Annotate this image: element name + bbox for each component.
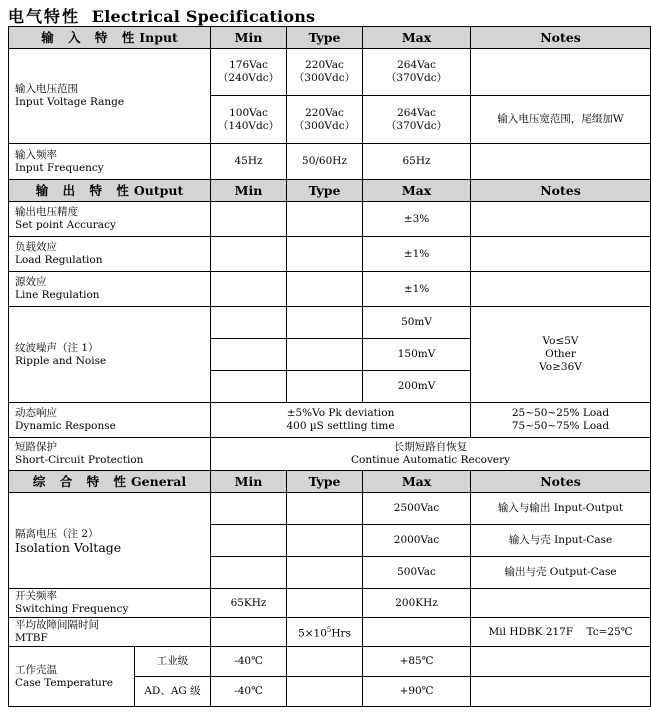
ripple-label: 纹波噪声（注 1） Ripple and Noise xyxy=(9,307,211,403)
switching-frequency-notes xyxy=(471,589,651,618)
ripple-max-1: 50mV xyxy=(363,307,471,339)
dynamic-response-value: ±5%Vo Pk deviation 400 µS settling time xyxy=(211,403,471,438)
spec-table xyxy=(8,26,651,707)
input-voltage-row-1 xyxy=(9,49,651,96)
input-voltage-notes-2: 输入电压宽范围，尾缀加W xyxy=(471,96,651,144)
header-max: Max xyxy=(363,27,471,49)
header-type: Type xyxy=(287,180,363,202)
ripple-type-2 xyxy=(287,339,363,371)
line-regulation-type xyxy=(287,272,363,307)
input-voltage-type-2: 220Vac （300Vdc） xyxy=(287,96,363,144)
input-section-header xyxy=(9,27,651,49)
mtbf-notes: Mil HDBK 217F Tc=25℃ xyxy=(471,618,651,647)
isolation-notes-2: 输入与壳 Input-Case xyxy=(471,525,651,557)
input-voltage-label: 输入电压范围 Input Voltage Range xyxy=(9,49,211,144)
header-type: Type xyxy=(287,471,363,493)
case-temp-type-1 xyxy=(287,647,363,677)
header-notes: Notes xyxy=(471,180,651,202)
isolation-notes-1: 输入与输出 Input-Output xyxy=(471,493,651,525)
accuracy-notes xyxy=(471,202,651,237)
ripple-type-1 xyxy=(287,307,363,339)
output-section-title: 输 出 特 性Output xyxy=(9,180,211,202)
mtbf-label: 平均故障间隔时间 MTBF xyxy=(9,618,211,647)
isolation-row-1 xyxy=(9,493,651,525)
input-frequency-row xyxy=(9,144,651,180)
ripple-max-3: 200mV xyxy=(363,371,471,403)
title-en: Electrical Specifications xyxy=(91,7,316,26)
ripple-type-3 xyxy=(287,371,363,403)
dynamic-response-row xyxy=(9,403,651,438)
accuracy-row xyxy=(9,202,651,237)
header-min: Min xyxy=(211,471,287,493)
load-regulation-type xyxy=(287,237,363,272)
header-min: Min xyxy=(211,27,287,49)
case-temp-row-1 xyxy=(9,647,651,677)
input-voltage-type-1: 220Vac （300Vdc） xyxy=(287,49,363,96)
isolation-label: 隔离电压（注 2） Isolation Voltage xyxy=(9,493,211,589)
short-circuit-label: 短路保护 Short-Circuit Protection xyxy=(9,438,211,471)
dynamic-response-label: 动态响应 Dynamic Response xyxy=(9,403,211,438)
dynamic-response-notes: 25~50~25% Load 75~50~75% Load xyxy=(471,403,651,438)
load-regulation-row xyxy=(9,237,651,272)
line-regulation-max: ±1% xyxy=(363,272,471,307)
case-temp-min-1: -40℃ xyxy=(211,647,287,677)
general-section-title: 综 合 特 性General xyxy=(9,471,211,493)
isolation-min-2 xyxy=(211,525,287,557)
mtbf-type: $5\times 10^5Hrs$ xyxy=(287,618,363,647)
isolation-type-1 xyxy=(287,493,363,525)
input-voltage-notes-1 xyxy=(471,49,651,96)
switching-frequency-type xyxy=(287,589,363,618)
accuracy-label: 输出电压精度 Set point Accuracy xyxy=(9,202,211,237)
header-min: Min xyxy=(211,180,287,202)
ripple-min-1 xyxy=(211,307,287,339)
case-temp-label: 工作壳温 Case Temperature xyxy=(9,647,135,707)
accuracy-min xyxy=(211,202,287,237)
header-notes: Notes xyxy=(471,27,651,49)
input-section-title: 输 入 特 性Input xyxy=(9,27,211,49)
header-notes: Notes xyxy=(471,471,651,493)
load-regulation-max: ±1% xyxy=(363,237,471,272)
switching-frequency-max: 200KHz xyxy=(363,589,471,618)
case-temp-min-2: -40℃ xyxy=(211,677,287,707)
input-frequency-max: 65Hz xyxy=(363,144,471,180)
accuracy-max: ±3% xyxy=(363,202,471,237)
output-section-header xyxy=(9,180,651,202)
short-circuit-row xyxy=(9,438,651,471)
line-regulation-row xyxy=(9,272,651,307)
case-temp-notes-1 xyxy=(471,647,651,677)
ripple-min-2 xyxy=(211,339,287,371)
mtbf-max xyxy=(363,618,471,647)
ripple-max-2: 150mV xyxy=(363,339,471,371)
isolation-min-1 xyxy=(211,493,287,525)
header-type: Type xyxy=(287,27,363,49)
isolation-type-2 xyxy=(287,525,363,557)
line-regulation-notes xyxy=(471,272,651,307)
load-regulation-notes xyxy=(471,237,651,272)
case-temp-notes-2 xyxy=(471,677,651,707)
case-temp-grade-1: 工业级 xyxy=(135,647,211,677)
input-frequency-type: 50/60Hz xyxy=(287,144,363,180)
isolation-notes-3: 输出与壳 Output-Case xyxy=(471,557,651,589)
switching-frequency-min: 65KHz xyxy=(211,589,287,618)
isolation-max-1: 2500Vac xyxy=(363,493,471,525)
header-max: Max xyxy=(363,180,471,202)
ripple-notes: Vo≤5V Other Vo≥36V xyxy=(471,307,651,403)
case-temp-grade-2: AD、AG 级 xyxy=(135,677,211,707)
accuracy-type xyxy=(287,202,363,237)
general-section-header xyxy=(9,471,651,493)
case-temp-type-2 xyxy=(287,677,363,707)
switching-frequency-row xyxy=(9,589,651,618)
isolation-max-3: 500Vac xyxy=(363,557,471,589)
input-voltage-min-1: 176Vac （240Vdc） xyxy=(211,49,287,96)
isolation-min-3 xyxy=(211,557,287,589)
mtbf-row xyxy=(9,618,651,647)
ripple-row-1 xyxy=(9,307,651,339)
isolation-type-3 xyxy=(287,557,363,589)
header-max: Max xyxy=(363,471,471,493)
title-cn: 电气特性 xyxy=(8,7,81,26)
switching-frequency-label: 开关频率 Switching Frequency xyxy=(9,589,211,618)
isolation-max-2: 2000Vac xyxy=(363,525,471,557)
input-frequency-notes xyxy=(471,144,651,180)
input-voltage-min-2: 100Vac （140Vdc） xyxy=(211,96,287,144)
input-voltage-max-2: 264Vac （370Vdc） xyxy=(363,96,471,144)
load-regulation-min xyxy=(211,237,287,272)
mtbf-min xyxy=(211,618,287,647)
line-regulation-min xyxy=(211,272,287,307)
input-frequency-label: 输入频率 Input Frequency xyxy=(9,144,211,180)
input-frequency-min: 45Hz xyxy=(211,144,287,180)
line-regulation-label: 源效应 Line Regulation xyxy=(9,272,211,307)
ripple-min-3 xyxy=(211,371,287,403)
case-temp-max-1: +85℃ xyxy=(363,647,471,677)
case-temp-max-2: +90℃ xyxy=(363,677,471,707)
input-voltage-max-1: 264Vac （370Vdc） xyxy=(363,49,471,96)
load-regulation-label: 负载效应 Load Regulation xyxy=(9,237,211,272)
page-title xyxy=(8,4,315,24)
short-circuit-value: 长期短路自恢复 Continue Automatic Recovery xyxy=(211,438,651,471)
